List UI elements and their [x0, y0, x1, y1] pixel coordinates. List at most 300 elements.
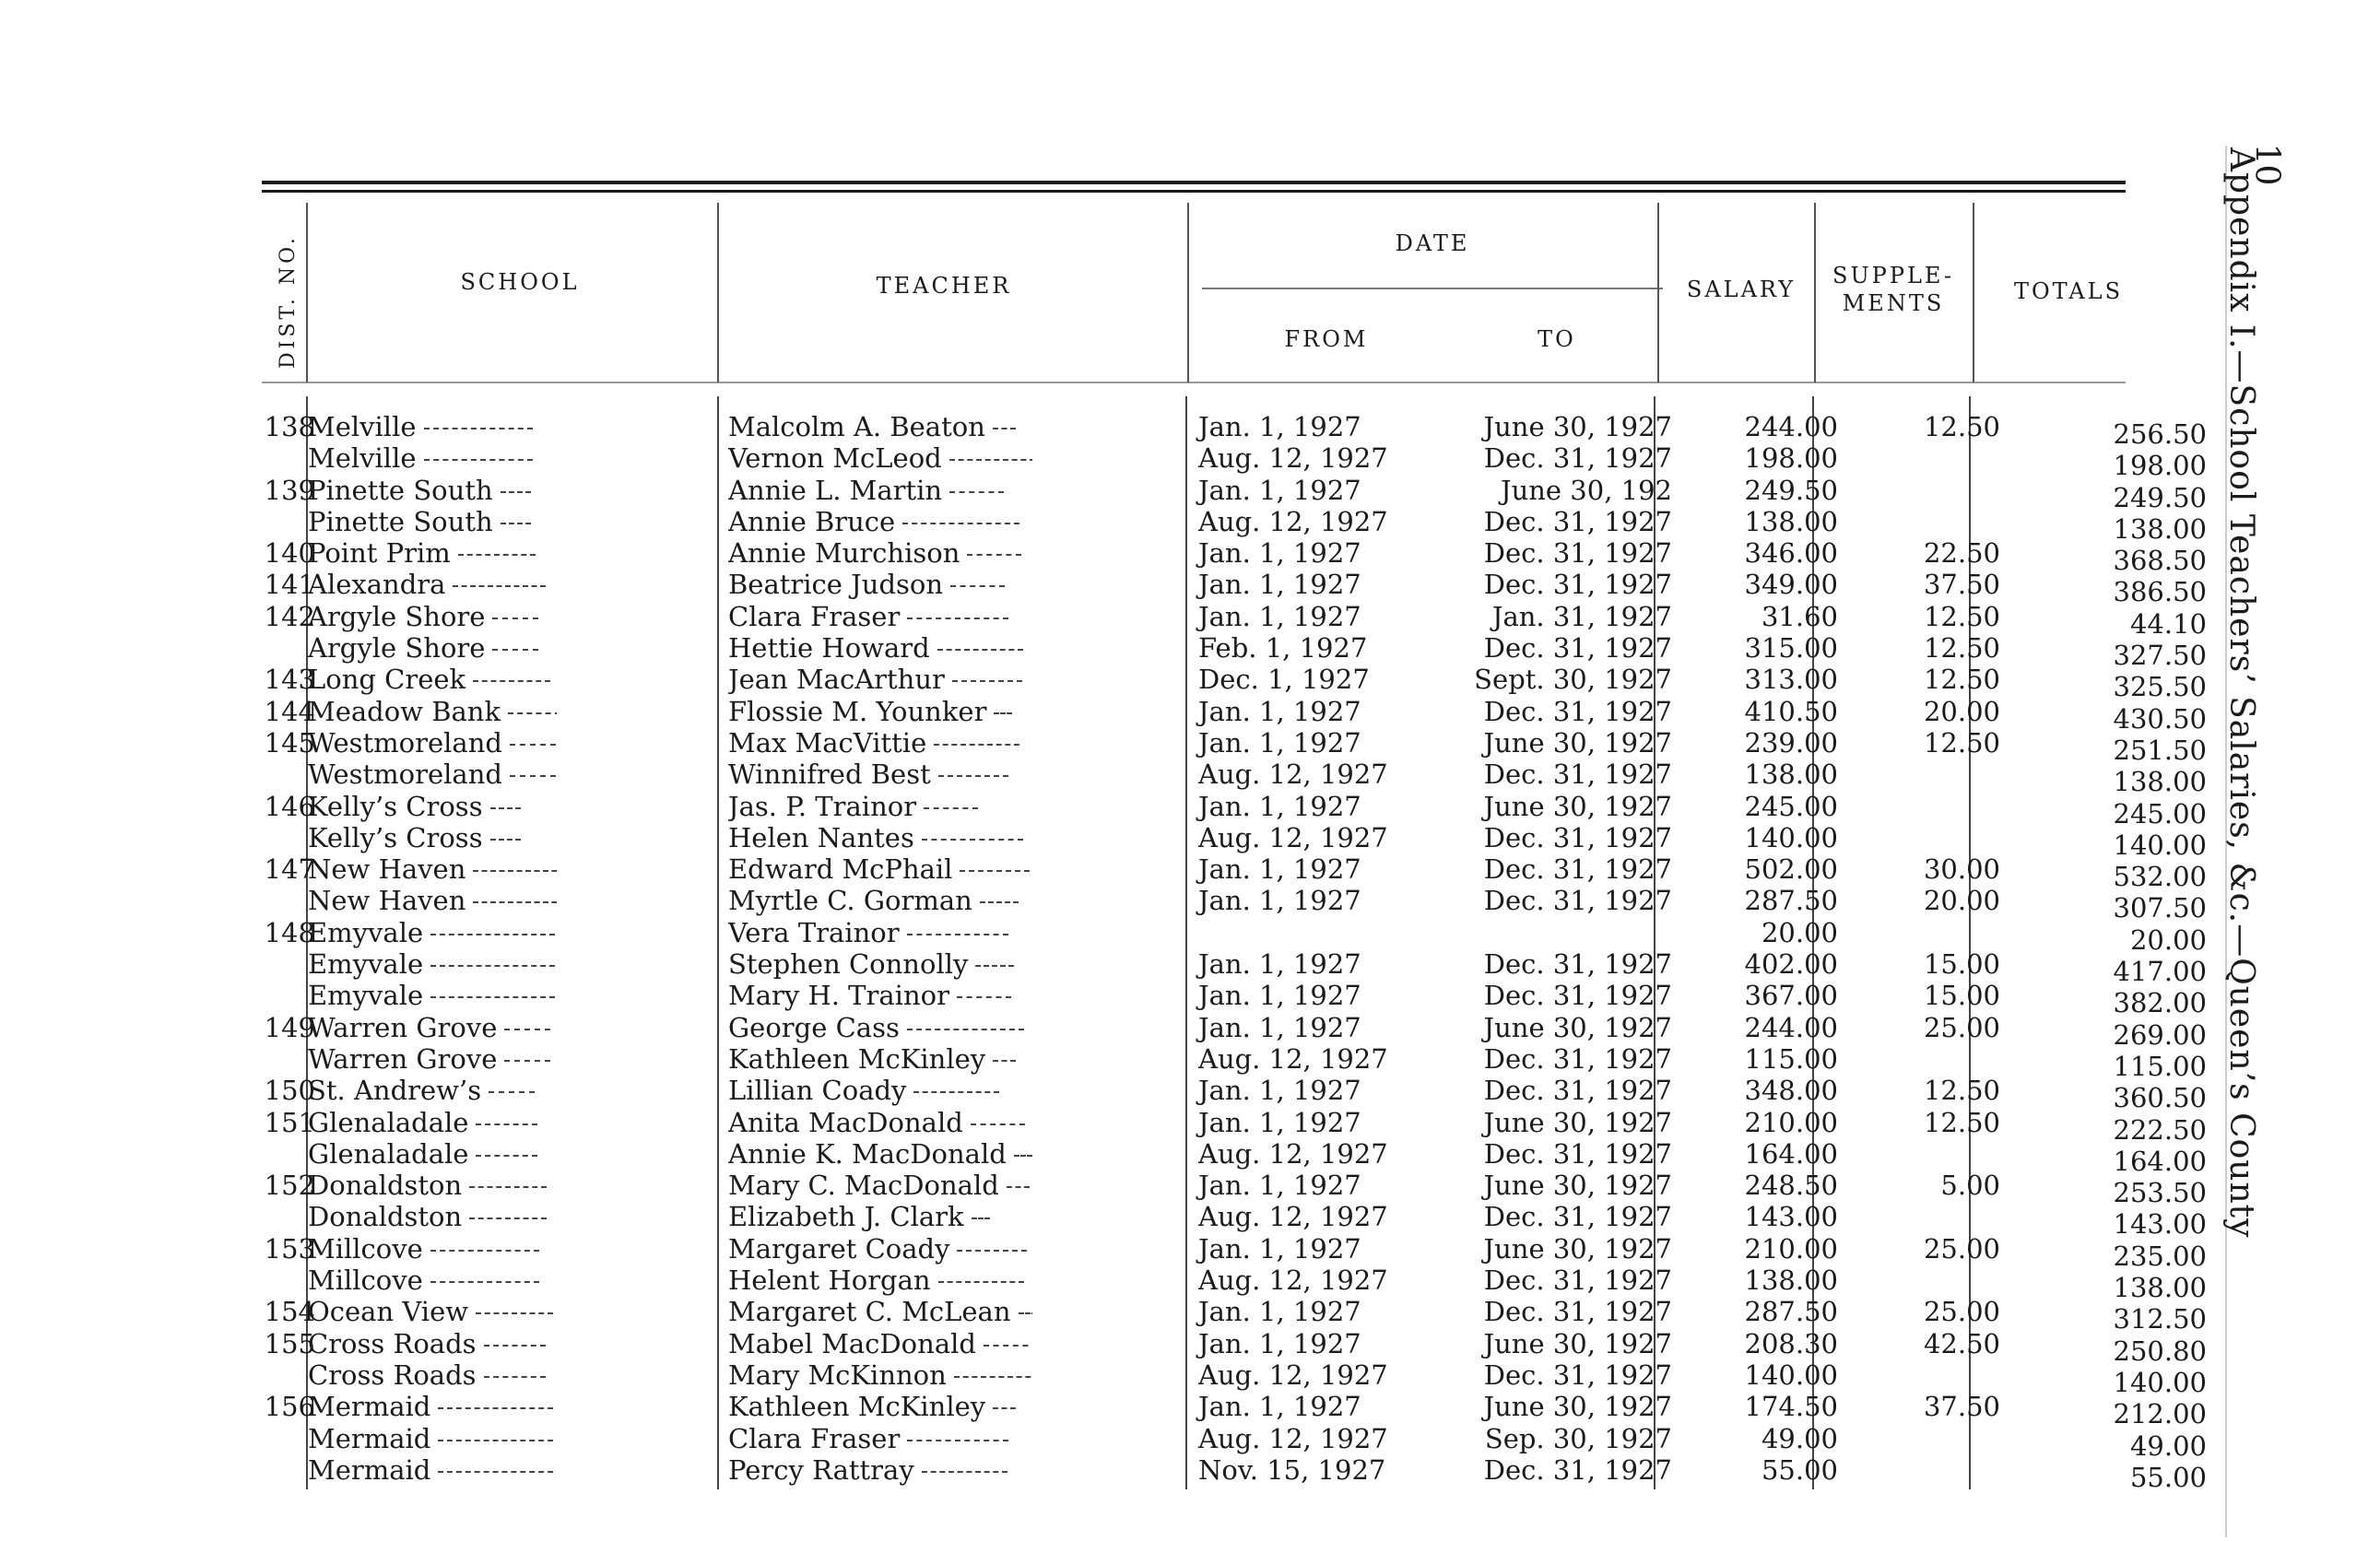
- date-to: Dec. 31, 1927: [1483, 885, 1672, 917]
- dot-leader: [438, 1407, 557, 1409]
- school-name: Cross Roads: [308, 1328, 557, 1359]
- dot-leader: [993, 1060, 1016, 1062]
- table-row: [262, 1327, 2207, 1367]
- dot-leader: [993, 1407, 1016, 1409]
- salary-value: 502.00: [1744, 853, 1838, 886]
- salary-value: 410.50: [1744, 695, 1838, 727]
- header-col-rule: [306, 203, 308, 382]
- dot-leader: [967, 554, 1021, 556]
- table-row: [262, 537, 2207, 577]
- date-from: Jan. 1, 1927: [1198, 600, 1361, 632]
- dot-leader: [504, 1060, 550, 1062]
- total-value: 198.00: [2113, 450, 2207, 482]
- date-from: Dec. 1, 1927: [1198, 664, 1370, 696]
- teacher-name: Hettie Howard: [728, 632, 1032, 664]
- teacher-name: Margaret Coady: [728, 1233, 1032, 1265]
- date-from: Jan. 1, 1927: [1198, 980, 1361, 1012]
- supplements-value: 5.00: [1940, 1170, 2000, 1202]
- table-row: [262, 1265, 2207, 1304]
- table-body: [262, 411, 2207, 1493]
- salary-value: 138.00: [1744, 1265, 1838, 1297]
- dot-leader: [438, 1440, 557, 1441]
- date-to: Dec. 31, 1927: [1483, 1359, 1672, 1391]
- total-value: 253.50: [2113, 1177, 2207, 1209]
- salary-value: 174.50: [1744, 1391, 1838, 1423]
- date-to: Dec. 31, 1927: [1483, 632, 1672, 665]
- dot-leader: [949, 459, 1032, 461]
- date-to: June 30, 1927: [1483, 1232, 1672, 1265]
- salary-header: SALARY: [1686, 276, 1797, 302]
- table-header: [262, 194, 2126, 382]
- date-to: June 30, 1927: [1483, 1011, 1672, 1043]
- table-row: [262, 1042, 2207, 1082]
- dot-leader: [489, 1091, 535, 1093]
- supplements-value: 42.50: [1923, 1327, 2000, 1359]
- dot-leader: [490, 839, 521, 841]
- table-row: [262, 1137, 2207, 1177]
- teacher-name: Jas. P. Trainor: [728, 791, 1032, 822]
- salary-value: 55.00: [1761, 1453, 1838, 1486]
- teacher-name: Beatrice Judson: [728, 569, 1032, 600]
- salary-value: 249.50: [1744, 474, 1838, 506]
- dot-leader: [934, 744, 1019, 746]
- dot-leader: [922, 839, 1023, 841]
- dot-leader: [994, 712, 1012, 714]
- date-to: Dec. 31, 1927: [1483, 569, 1672, 601]
- school-name: Kelly’s Cross: [308, 791, 557, 822]
- teacher-name: Edward McPhail: [728, 853, 1032, 885]
- to-header: TO: [1538, 326, 1576, 352]
- table-row: [262, 759, 2207, 798]
- school-name: Melville: [308, 411, 557, 442]
- table-row: [262, 1391, 2207, 1430]
- total-value: 140.00: [2113, 1366, 2207, 1398]
- date-from: Aug. 12, 1927: [1198, 1137, 1388, 1170]
- school-name: Warren Grove: [308, 1012, 557, 1043]
- school-name: Donaldston: [308, 1201, 557, 1232]
- total-value: 55.00: [2129, 1461, 2207, 1493]
- school-name: Millcove: [308, 1265, 557, 1296]
- dot-leader: [938, 1281, 1024, 1283]
- dot-leader: [993, 428, 1016, 429]
- teacher-name: Clara Fraser: [728, 601, 1032, 632]
- total-value: 382.00: [2113, 987, 2207, 1019]
- teacher-name: George Cass: [728, 1012, 1032, 1043]
- supplements-value: 37.50: [1923, 1391, 2000, 1423]
- table-row: [262, 1453, 2207, 1493]
- date-from: Nov. 15, 1927: [1198, 1453, 1386, 1486]
- teacher-name: Mary McKinnon: [728, 1359, 1032, 1391]
- total-value: 44.10: [2129, 607, 2207, 640]
- dot-leader: [1019, 1312, 1032, 1314]
- date-from: Aug. 12, 1927: [1198, 1422, 1388, 1454]
- table-row: [262, 1170, 2207, 1209]
- dot-leader: [492, 618, 538, 619]
- salary-value: 313.00: [1744, 664, 1838, 696]
- dist-no: 145: [264, 726, 315, 759]
- total-value: 249.50: [2113, 481, 2207, 513]
- table-row: [262, 853, 2207, 893]
- table-row: [262, 1075, 2207, 1114]
- dist-no: 139: [264, 474, 315, 506]
- table-row: [262, 1106, 2207, 1146]
- salary-value: 140.00: [1744, 821, 1838, 853]
- dot-leader: [957, 996, 1011, 998]
- dist-no: 155: [264, 1327, 315, 1359]
- dot-leader: [469, 1186, 547, 1188]
- date-from: Jan. 1, 1927: [1198, 1106, 1361, 1138]
- school-name: New Haven: [308, 885, 557, 916]
- dot-leader: [922, 1471, 1007, 1473]
- date-to: Dec. 31, 1927: [1483, 948, 1672, 981]
- school-name: Argyle Shore: [308, 601, 557, 632]
- supplements-value: 12.50: [1923, 411, 2000, 442]
- dot-leader: [949, 491, 1004, 493]
- total-value: 417.00: [2113, 956, 2207, 988]
- teacher-name: Margaret C. McLean: [728, 1296, 1032, 1327]
- salary-value: 140.00: [1744, 1359, 1838, 1391]
- date-from: Feb. 1, 1927: [1198, 632, 1368, 665]
- teacher-name: Elizabeth J. Clark: [728, 1201, 1032, 1232]
- school-name: Emyvale: [308, 917, 557, 948]
- dot-leader: [937, 649, 1023, 651]
- supplements-value: 20.00: [1923, 885, 2000, 917]
- teacher-name: Winnifred Best: [728, 759, 1032, 790]
- dot-leader: [430, 934, 555, 935]
- header-col-rule: [1814, 203, 1816, 382]
- teacher-name: Helent Horgan: [728, 1265, 1032, 1296]
- salary-value: 210.00: [1744, 1106, 1838, 1138]
- date-to: Dec. 31, 1927: [1483, 1296, 1672, 1328]
- school-name: Ocean View: [308, 1296, 557, 1327]
- date-from: Jan. 1, 1927: [1198, 1075, 1361, 1107]
- school-name: Westmoreland: [308, 727, 557, 759]
- school-name: Kelly’s Cross: [308, 822, 557, 853]
- school-name: Meadow Bank: [308, 696, 557, 727]
- date-to: Dec. 31, 1927: [1483, 1042, 1672, 1075]
- salary-value: 244.00: [1744, 1011, 1838, 1043]
- dot-leader: [492, 649, 538, 651]
- date-from: Jan. 1, 1927: [1198, 411, 1361, 442]
- teacher-name: Clara Fraser: [728, 1423, 1032, 1454]
- date-from: Aug. 12, 1927: [1198, 1359, 1388, 1391]
- dot-leader: [430, 1281, 539, 1283]
- supplements-header: SUPPLE-MENTS: [1832, 263, 1954, 316]
- teacher-name: Annie K. MacDonald: [728, 1138, 1032, 1170]
- date-to: Dec. 31, 1927: [1483, 505, 1672, 537]
- teacher-name: Myrtle C. Gorman: [728, 885, 1032, 916]
- header-col-rule: [1657, 203, 1659, 382]
- table-row: [262, 726, 2207, 766]
- table-row: [262, 948, 2207, 988]
- date-from: Jan. 1, 1927: [1198, 1170, 1361, 1202]
- table-row: [262, 1422, 2207, 1462]
- date-from: Jan. 1, 1927: [1198, 1296, 1361, 1328]
- salary-value: 248.50: [1744, 1170, 1838, 1202]
- total-value: 430.50: [2113, 702, 2207, 735]
- school-name: Pinette South: [308, 475, 557, 506]
- total-value: 360.50: [2113, 1082, 2207, 1114]
- total-value: 143.00: [2113, 1208, 2207, 1241]
- supplements-value: 12.50: [1923, 664, 2000, 696]
- salary-value: 20.00: [1761, 916, 1838, 948]
- dist-no: 153: [264, 1232, 315, 1265]
- school-name: New Haven: [308, 853, 557, 885]
- school-name: Emyvale: [308, 980, 557, 1011]
- dist-no: 144: [264, 695, 315, 727]
- dot-leader: [430, 1250, 539, 1252]
- teacher-name: Mabel MacDonald: [728, 1328, 1032, 1359]
- dot-leader: [501, 523, 531, 524]
- school-name: Donaldston: [308, 1170, 557, 1201]
- teacher-name: Jean MacArthur: [728, 664, 1032, 695]
- supplements-value: 37.50: [1923, 569, 2000, 601]
- date-from: Jan. 1, 1927: [1198, 790, 1361, 822]
- dot-leader: [938, 775, 1008, 777]
- dot-leader: [902, 523, 1019, 524]
- date-from: Aug. 12, 1927: [1198, 1042, 1388, 1075]
- total-value: 269.00: [2113, 1018, 2207, 1051]
- date-to: June 30, 192: [1500, 474, 1672, 506]
- school-name: Millcove: [308, 1233, 557, 1265]
- date-from: Jan. 1, 1927: [1198, 569, 1361, 601]
- school-name: Mermaid: [308, 1423, 557, 1454]
- total-value: 245.00: [2113, 797, 2207, 829]
- dot-leader: [424, 459, 533, 461]
- total-value: 138.00: [2113, 512, 2207, 545]
- dist-no: 152: [264, 1170, 315, 1202]
- total-value: 386.50: [2113, 576, 2207, 608]
- teacher-name: Kathleen McKinley: [728, 1043, 1032, 1075]
- teacher-name: Annie L. Martin: [728, 475, 1032, 506]
- date-from: Aug. 12, 1927: [1198, 821, 1388, 853]
- school-name: Mermaid: [308, 1454, 557, 1486]
- teacher-name: Mary H. Trainor: [728, 980, 1032, 1011]
- date-to: Dec. 31, 1927: [1483, 1453, 1672, 1486]
- table-row: [262, 916, 2207, 956]
- dot-leader: [984, 1345, 1032, 1347]
- supplements-value: 22.50: [1923, 537, 2000, 570]
- table-row: [262, 695, 2207, 735]
- teacher-name: Malcolm A. Beaton: [728, 411, 1032, 442]
- date-to: Dec. 31, 1927: [1483, 537, 1672, 570]
- date-from: Jan. 1, 1927: [1198, 1327, 1361, 1359]
- dot-leader: [1014, 1155, 1032, 1157]
- table-row: [262, 821, 2207, 861]
- salary-value: 245.00: [1744, 790, 1838, 822]
- table-row: [262, 1011, 2207, 1051]
- dot-leader: [473, 680, 550, 682]
- date-to: June 30, 1927: [1483, 1391, 1672, 1423]
- supplements-value: 12.50: [1923, 1075, 2000, 1107]
- date-from: Jan. 1, 1927: [1198, 726, 1361, 759]
- school-name: Pinette South: [308, 506, 557, 537]
- school-header: SCHOOL: [460, 269, 580, 295]
- date-to: Dec. 31, 1927: [1483, 1201, 1672, 1233]
- dot-leader: [907, 618, 1008, 619]
- dot-leader: [508, 712, 557, 714]
- dot-leader: [510, 775, 556, 777]
- top-rule: [262, 181, 2126, 184]
- dist-no: 149: [264, 1011, 315, 1043]
- table-row: [262, 600, 2207, 640]
- dot-leader: [484, 1376, 546, 1378]
- dot-leader: [957, 1250, 1027, 1252]
- school-name: Mermaid: [308, 1391, 557, 1422]
- total-value: 368.50: [2113, 545, 2207, 577]
- table-row: [262, 790, 2207, 829]
- dist-no: 142: [264, 600, 315, 632]
- supplements-value: 20.00: [1923, 695, 2000, 727]
- table-row: [262, 1296, 2207, 1335]
- school-name: Cross Roads: [308, 1359, 557, 1391]
- teacher-name: Max MacVittie: [728, 727, 1032, 759]
- header-col-rule: [1187, 203, 1189, 382]
- dist-no: 148: [264, 916, 315, 948]
- dist-no: 150: [264, 1075, 315, 1107]
- dist-no: 156: [264, 1391, 315, 1423]
- dot-leader: [476, 1312, 553, 1314]
- teacher-name: Vera Trainor: [728, 917, 1032, 948]
- supplements-value: 25.00: [1923, 1011, 2000, 1043]
- dist-no: 138: [264, 411, 315, 442]
- table-row: [262, 474, 2207, 513]
- salary-value: 115.00: [1744, 1042, 1838, 1075]
- school-name: Point Prim: [308, 537, 557, 569]
- supplements-value: 12.50: [1923, 600, 2000, 632]
- table-row: [262, 632, 2207, 672]
- dot-leader: [972, 1218, 990, 1219]
- totals-header: TOTALS: [2013, 278, 2124, 304]
- dot-leader: [476, 1123, 537, 1125]
- total-value: 250.80: [2113, 1335, 2207, 1367]
- dot-leader: [1007, 1186, 1030, 1188]
- teacher-name: Vernon McLeod: [728, 442, 1032, 474]
- date-to: Dec. 31, 1927: [1483, 853, 1672, 886]
- date-to: Dec. 31, 1927: [1483, 980, 1672, 1012]
- dot-leader: [907, 1029, 1024, 1030]
- salary-value: 349.00: [1744, 569, 1838, 601]
- school-name: Glenaladale: [308, 1138, 557, 1170]
- salary-value: 198.00: [1744, 442, 1838, 475]
- school-name: Melville: [308, 442, 557, 474]
- dot-leader: [476, 1155, 537, 1157]
- total-value: 212.00: [2113, 1398, 2207, 1430]
- total-value: 20.00: [2129, 923, 2207, 956]
- dot-leader: [980, 901, 1019, 903]
- total-value: 222.50: [2113, 1113, 2207, 1146]
- dot-leader: [975, 965, 1014, 967]
- date-to: June 30, 1927: [1483, 1327, 1672, 1359]
- date-from: Aug. 12, 1927: [1198, 1265, 1388, 1297]
- date-to: Dec. 31, 1927: [1483, 1075, 1672, 1107]
- school-name: Alexandra: [308, 569, 557, 600]
- teacher-name: Helen Nantes: [728, 822, 1032, 853]
- total-value: 49.00: [2129, 1429, 2207, 1462]
- school-name: Warren Grove: [308, 1043, 557, 1075]
- total-value: 164.00: [2113, 1145, 2207, 1177]
- side-title-text: Appendix I.—School Teachers’ Salaries, &c.—Queen’s County: [2222, 147, 2260, 1239]
- table-row: [262, 1201, 2207, 1241]
- dot-leader: [424, 428, 533, 429]
- dot-leader: [484, 1345, 546, 1347]
- dist-no: 151: [264, 1106, 315, 1138]
- total-value: 307.50: [2113, 892, 2207, 924]
- salary-value: 367.00: [1744, 980, 1838, 1012]
- date-to: Dec. 31, 1927: [1483, 1137, 1672, 1170]
- table-row: [262, 1359, 2207, 1398]
- salary-value: 346.00: [1744, 537, 1838, 570]
- table-row: [262, 505, 2207, 545]
- header-col-rule: [1973, 203, 1974, 382]
- supplements-value: 30.00: [1923, 853, 2000, 886]
- date-from: Jan. 1, 1927: [1198, 1391, 1361, 1423]
- school-name: Argyle Shore: [308, 632, 557, 664]
- dot-leader: [907, 1440, 1008, 1441]
- total-value: 256.50: [2113, 418, 2207, 450]
- total-value: 251.50: [2113, 734, 2207, 766]
- total-value: 325.50: [2113, 671, 2207, 703]
- date-to: Dec. 31, 1927: [1483, 759, 1672, 791]
- header-bottom-rule: [262, 382, 2126, 383]
- dot-leader: [960, 870, 1030, 872]
- header-col-rule: [717, 203, 719, 382]
- total-value: 138.00: [2113, 766, 2207, 798]
- school-name: St. Andrew’s: [308, 1075, 557, 1106]
- salary-value: 164.00: [1744, 1137, 1838, 1170]
- date-to: June 30, 1927: [1483, 726, 1672, 759]
- dist-no: 154: [264, 1296, 315, 1328]
- dot-leader: [473, 901, 557, 903]
- dot-leader: [971, 1123, 1025, 1125]
- salary-value: 138.00: [1744, 759, 1838, 791]
- salary-value: 31.60: [1761, 600, 1838, 632]
- date-from: Aug. 12, 1927: [1198, 1201, 1388, 1233]
- date-from: Aug. 12, 1927: [1198, 759, 1388, 791]
- supplements-value: 12.50: [1923, 726, 2000, 759]
- table-row: [262, 569, 2207, 608]
- teacher-name: Mary C. MacDonald: [728, 1170, 1032, 1201]
- date-from: Aug. 12, 1927: [1198, 505, 1388, 537]
- salary-value: 244.00: [1744, 411, 1838, 442]
- date-from: Jan. 1, 1927: [1198, 537, 1361, 570]
- date-to: Jan. 31, 1927: [1491, 600, 1672, 632]
- teacher-header: TEACHER: [876, 273, 1012, 299]
- date-from: Jan. 1, 1927: [1198, 853, 1361, 886]
- date-to: June 30, 1927: [1483, 411, 1672, 442]
- supplements-value: 25.00: [1923, 1232, 2000, 1265]
- salary-value: 402.00: [1744, 948, 1838, 981]
- total-value: 312.50: [2113, 1303, 2207, 1335]
- total-value: 532.00: [2113, 861, 2207, 893]
- salary-value: 210.00: [1744, 1232, 1838, 1265]
- salary-value: 49.00: [1761, 1422, 1838, 1454]
- date-from: Jan. 1, 1927: [1198, 948, 1361, 981]
- dist-no: 147: [264, 853, 315, 886]
- school-name: Glenaladale: [308, 1107, 557, 1138]
- teacher-name: Flossie M. Younker: [728, 696, 1032, 727]
- supplements-value: 12.50: [1923, 632, 2000, 665]
- supplements-value: 25.00: [1923, 1296, 2000, 1328]
- dist-no: 141: [264, 569, 315, 601]
- dot-leader: [504, 1029, 550, 1030]
- table-row: [262, 1232, 2207, 1272]
- date-header: DATE: [1395, 230, 1470, 256]
- dot-leader: [501, 491, 531, 493]
- teacher-name: Annie Murchison: [728, 537, 1032, 569]
- dist-no: 140: [264, 537, 315, 570]
- table-row: [262, 980, 2207, 1019]
